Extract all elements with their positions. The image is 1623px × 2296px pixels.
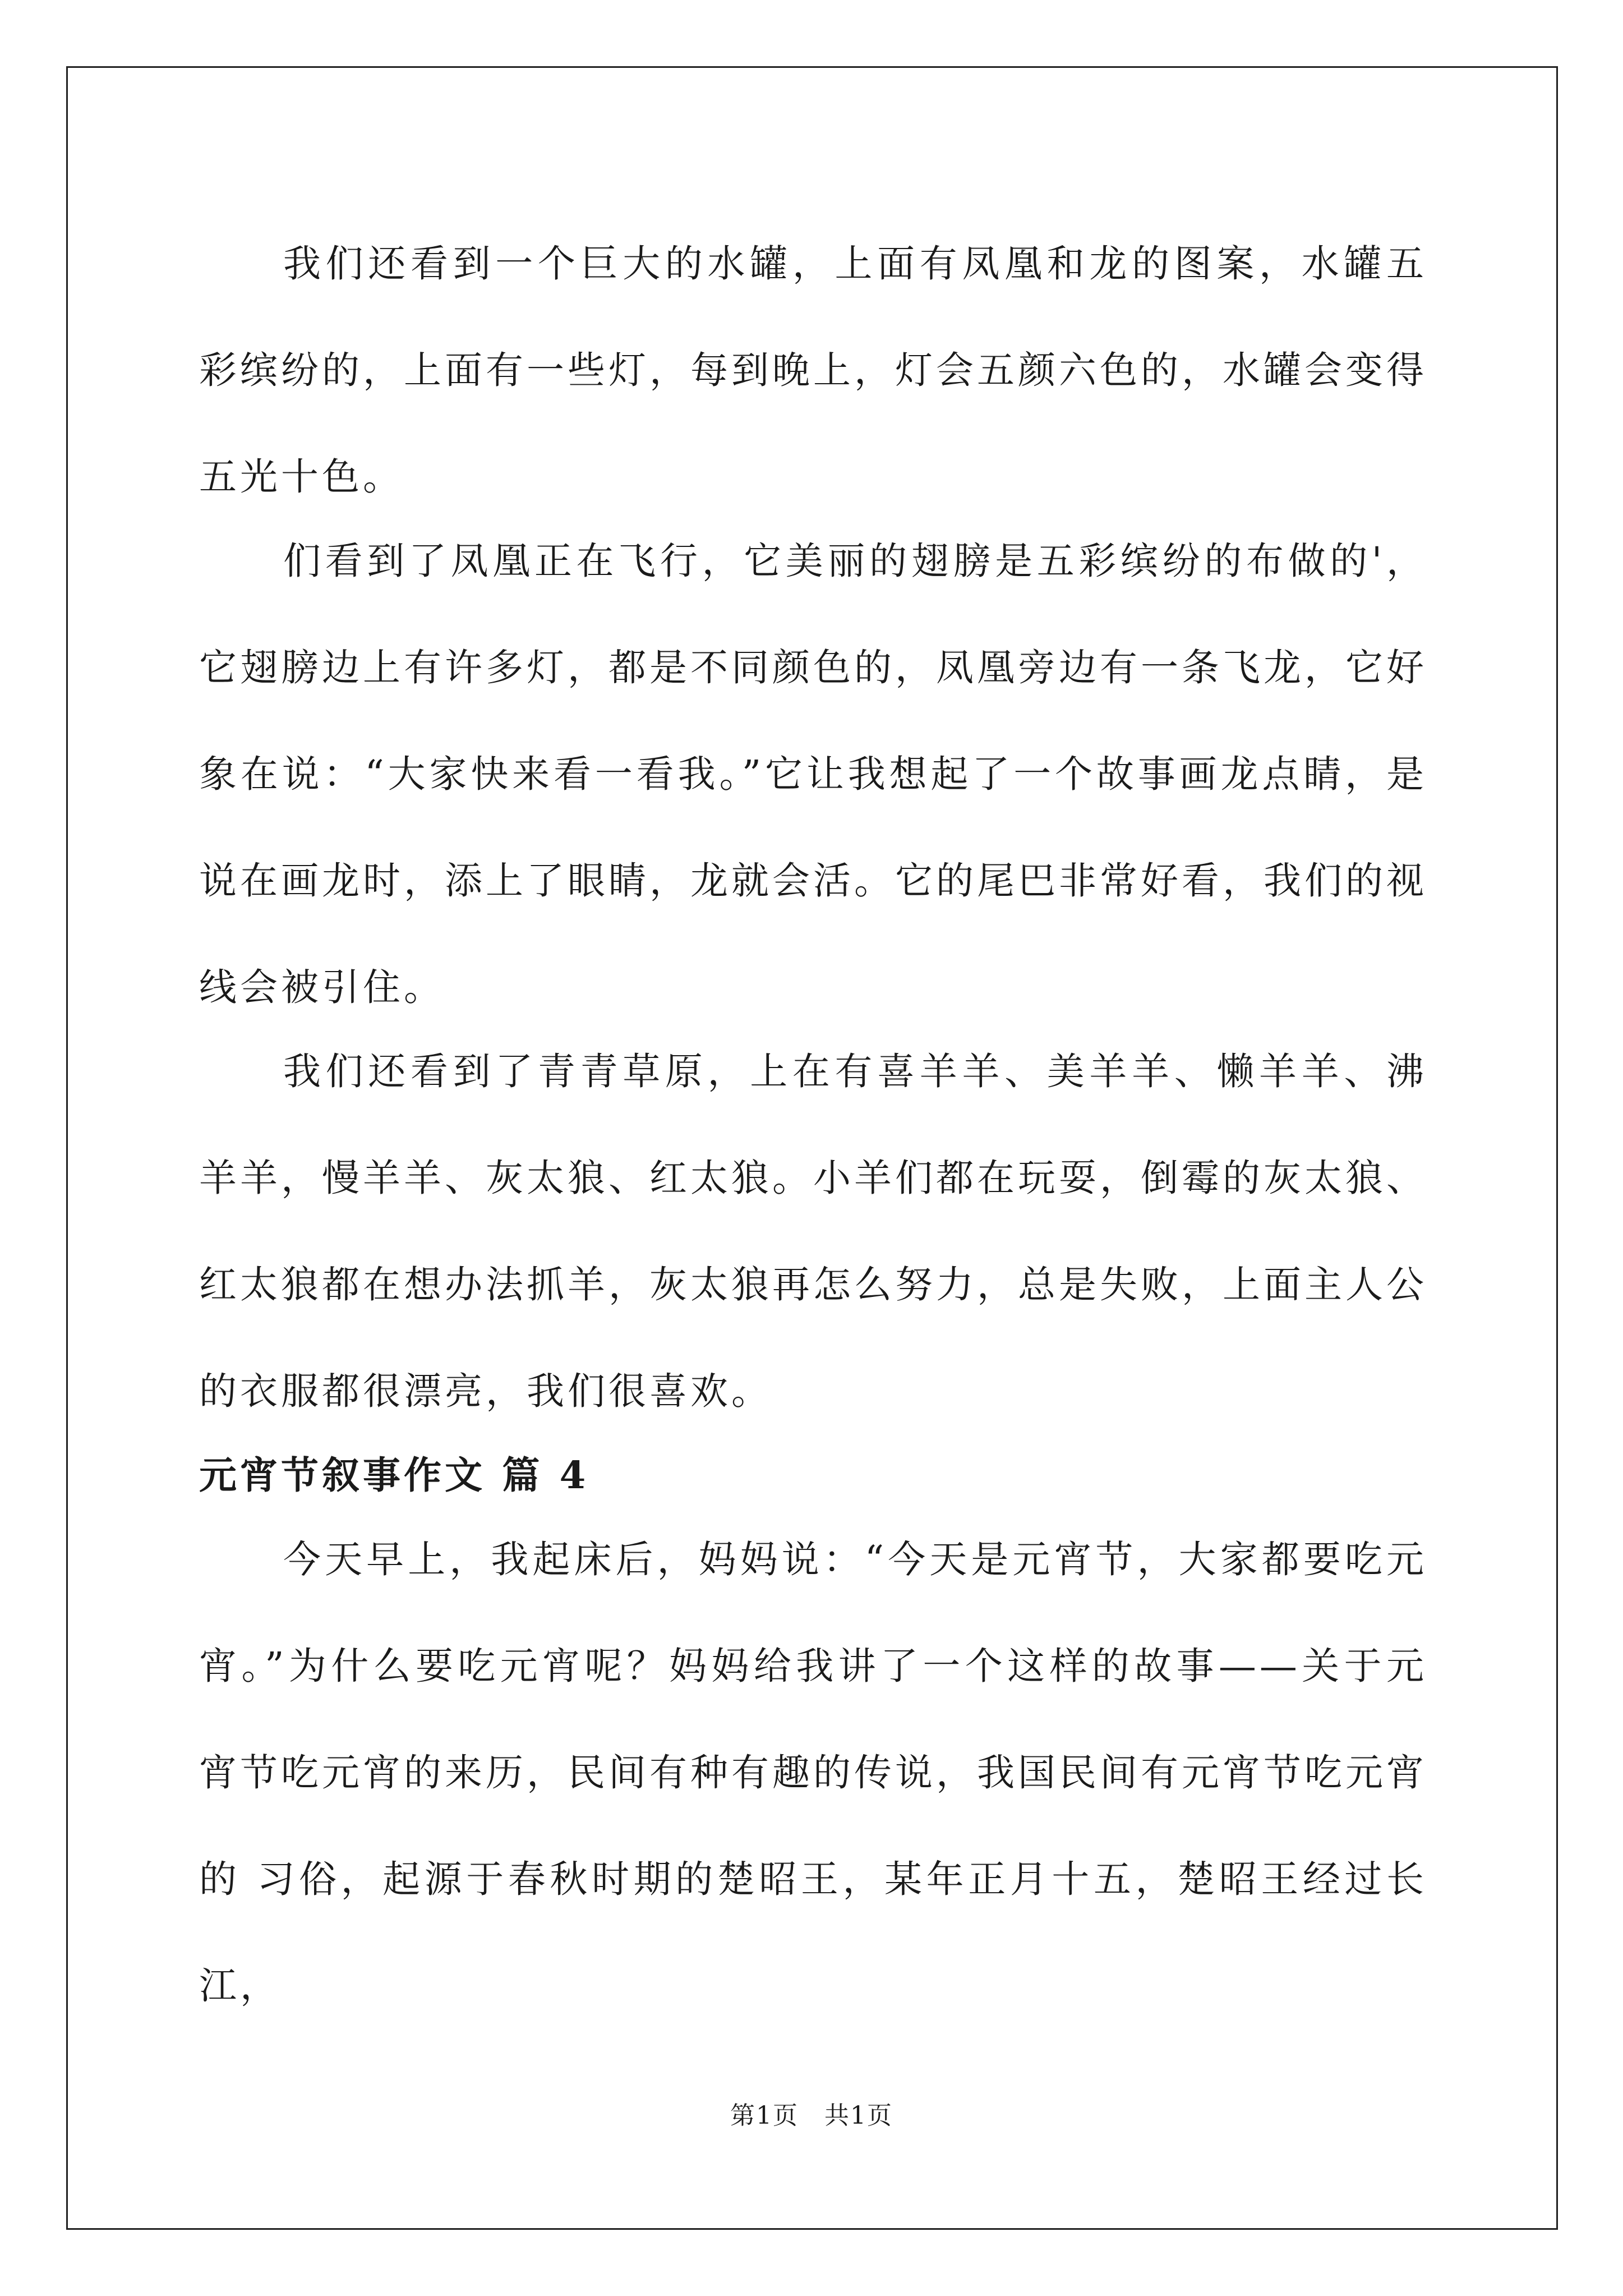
page-footer: 第1页 共1页	[730, 2101, 893, 2130]
section-heading: 元宵节叙事作文 篇 4	[199, 1453, 589, 1497]
paragraph: 我们还看到了青青草原，上在有喜羊羊、美羊羊、懒羊羊、沸羊羊，慢羊羊、灰太狼、红太狼。小羊们都在玩耍，倒霉的灰太狼、红太狼都在想办法抓羊，灰太狼再怎么努力，总是失败，上面主人公的衣服都很漂亮，我们很喜欢。	[199, 1050, 1427, 1413]
paragraph: 今天早上，我起床后，妈妈说：“今天是元宵节，大家都要吃元宵。”为什么要吃元宵呢？妈妈给我讲了一个这样的故事——关于元宵节吃元宵的来历，民间有种有趣的传说，我国民间有元宵节吃元宵的 习俗，起源于春秋时期的楚昭王，某年正月十五，楚昭王经过长江，	[199, 1538, 1427, 2008]
document-body	[199, 210, 1427, 2039]
paragraph: 们看到了凤凰正在飞行，它美丽的翅膀是五彩缤纷的布做的'，它翅膀边上有许多灯，都是不同颜色的，凤凰旁边有一条飞龙，它好象在说：“大家快来看一看我。”它让我想起了一个故事画龙点睛，是说在画龙时，添上了眼睛，龙就会活。它的尾巴非常好看，我们的视线会被引住。	[199, 539, 1427, 1009]
paragraph: 我们还看到一个巨大的水罐，上面有凤凰和龙的图案，水罐五彩缤纷的，上面有一些灯，每到晚上，灯会五颜六色的，水罐会变得五光十色。	[199, 242, 1427, 499]
